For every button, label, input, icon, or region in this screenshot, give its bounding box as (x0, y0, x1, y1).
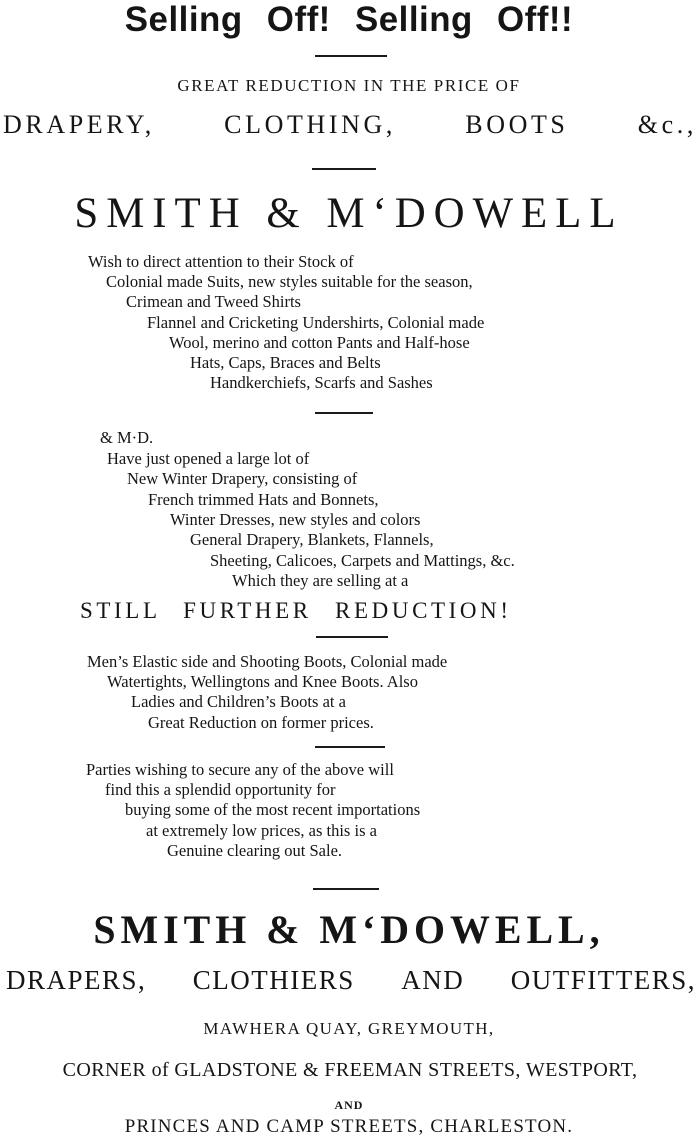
winter-line: Sheeting, Calicoes, Carpets and Mattings, &c. (210, 551, 515, 570)
divider-rule (315, 55, 387, 57)
stock-line: Colonial made Suits, new styles suitable for the season, (106, 272, 473, 291)
winter-line: & M·D. (100, 428, 154, 447)
trades-line (6, 967, 696, 994)
firm-name-heading: SMITH & M‘DOWELL (74, 190, 624, 237)
boots-word: BOOTS (465, 110, 569, 139)
parties-line: at extremely low prices, as this is a (146, 821, 377, 840)
outfitters-word: OUTFITTERS, (510, 965, 696, 995)
boots-line: Men’s Elastic side and Shooting Boots, Colonial made (87, 652, 448, 671)
winter-line: Winter Dresses, new styles and colors (170, 510, 421, 529)
parties-line: find this a splendid opportunity for (105, 780, 336, 799)
selling-off-headline: Selling Off! Selling Off!! (124, 0, 574, 39)
boots-line: Ladies and Children’s Boots at a (131, 692, 346, 711)
footer-firm-name: SMITH & M‘DOWELL, (93, 907, 605, 952)
greymouth-address: MAWHERA QUAY, GREYMOUTH, (203, 1019, 495, 1038)
etc-word: &c., (637, 110, 697, 139)
still-further-reduction: STILL FURTHER REDUCTION! (80, 598, 512, 623)
boots-line: Watertights, Wellingtons and Knee Boots. Also (107, 672, 418, 691)
westport-address: CORNER of GLADSTONE & FREEMAN STREETS, WESTPORT, (62, 1059, 638, 1081)
stock-line: Wish to direct attention to their Stock of (88, 252, 354, 271)
parties-line: Parties wishing to secure any of the above will (86, 760, 394, 779)
parties-line: buying some of the most recent importations (125, 800, 421, 819)
divider-rule (315, 746, 385, 748)
and-word: AND (401, 965, 465, 995)
stock-line: Wool, merino and cotton Pants and Half-hose (169, 333, 470, 352)
winter-line: Which they are selling at a (232, 571, 409, 590)
divider-rule (312, 168, 376, 170)
drapery-clothing-boots-line (3, 112, 697, 138)
winter-line: Have just opened a large lot of (107, 449, 310, 468)
and-connector: AND (334, 1098, 364, 1112)
divider-rule (315, 412, 373, 414)
parties-line: Genuine clearing out Sale. (167, 841, 343, 860)
stock-line: Crimean and Tweed Shirts (126, 292, 301, 311)
divider-rule (313, 888, 379, 890)
divider-rule (316, 636, 388, 638)
stock-line: Flannel and Cricketing Undershirts, Colonial made (147, 313, 485, 332)
great-reduction-line: GREAT REDUCTION IN THE PRICE OF (177, 76, 521, 95)
boots-line: Great Reduction on former prices. (148, 713, 374, 732)
clothiers-word: CLOTHIERS (192, 965, 355, 995)
winter-line: New Winter Drapery, consisting of (127, 469, 358, 488)
clothing-word: CLOTHING, (224, 110, 396, 139)
charleston-address: PRINCES AND CAMP STREETS, CHARLESTON. (124, 1116, 574, 1137)
winter-line: French trimmed Hats and Bonnets, (148, 490, 379, 509)
winter-line: General Drapery, Blankets, Flannels, (190, 530, 434, 549)
stock-line: Handkerchiefs, Scarfs and Sashes (210, 373, 433, 392)
drapers-word: DRAPERS, (6, 965, 147, 995)
drapery-word: DRAPERY, (3, 110, 155, 139)
stock-line: Hats, Caps, Braces and Belts (190, 353, 381, 372)
